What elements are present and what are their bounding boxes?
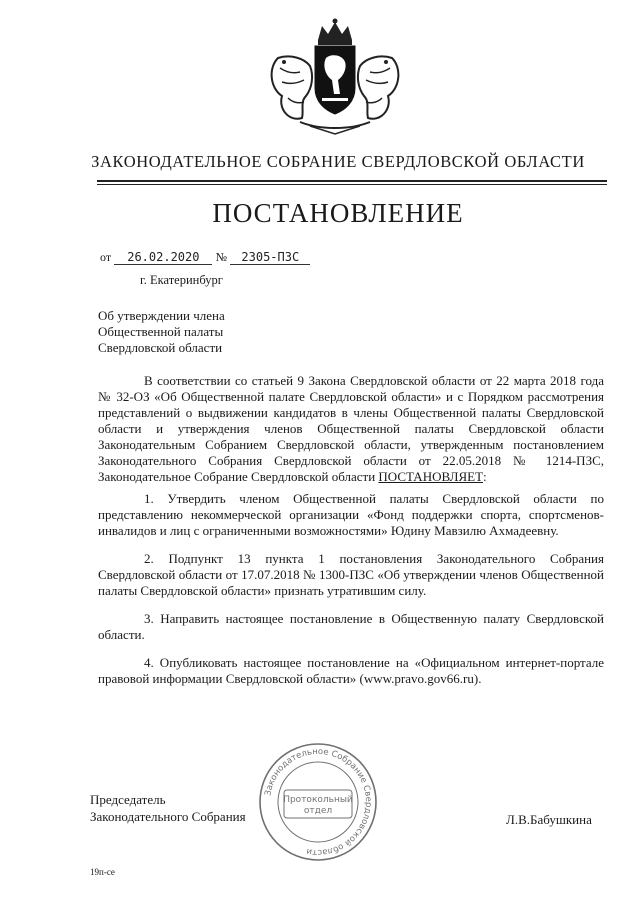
- stamp-center-line: Протокольный: [283, 795, 353, 805]
- resolves-colon: :: [483, 469, 487, 484]
- resolves-keyword: ПОСТАНОВЛЯЕТ: [378, 469, 484, 484]
- position-line: Председатель: [90, 792, 166, 807]
- document-date: 26.02.2020: [114, 250, 212, 265]
- preamble-text: В соответствии со статьей 9 Закона Свердловской области от 22 марта 2018 года № 32-ОЗ «Об Общественной палате Свердловской области» и с Порядком рассмотрения представлений о выдвижении кандидатов в члены Общественной палаты Свердловской области и утверждения членов Общественной палаты Свердловской области Законодательным Собранием Свердловской области, утвержденным постановлением Законодательного Собрания Свердловской области от 22.05.2018 № 1214-ПЗС, Законодательное Собрание Свердловской области: [98, 373, 604, 484]
- document-number: 2305-ПЗС: [230, 250, 310, 265]
- resolution-item: 2. Подпункт 13 пункта 1 постановления Законодательного Собрания Свердловской области от 17.07.2018 № 1300-ПЗС «Об утверждении членов Общественной палаты Свердловской области» признать утратившим силу.: [98, 551, 604, 598]
- number-prefix: №: [215, 250, 228, 264]
- document-subject: [98, 308, 225, 356]
- document-title: ПОСТАНОВЛЕНИЕ: [212, 198, 464, 228]
- resolution-item: 4. Опубликовать настоящее постановление на «Официальном интернет-портале правовой информации Свердловской области» (www.pravo.gov66.ru).: [98, 655, 604, 686]
- position-line: Законодательного Собрания: [90, 809, 246, 824]
- preamble-paragraph: [98, 373, 604, 485]
- signatory-position: [90, 791, 246, 825]
- resolution-item: 1. Утвердить членом Общественной палаты Свердловской области по представлению некоммерческой организации «Фонд поддержки спорта, спортсменов-инвалидов и лиц с ограниченными возможностями» Юдину Мавзилю Ахмадеевну.: [98, 491, 604, 538]
- date-prefix: от: [100, 250, 112, 264]
- subject-line: Общественной палаты: [98, 324, 224, 339]
- signatory-name: Л.В.Бабушкина: [506, 812, 592, 827]
- document-body: [98, 373, 604, 699]
- city: г. Екатеринбург: [140, 273, 223, 287]
- header-rule-thin: [97, 184, 607, 185]
- subject-line: Об утверждении члена: [98, 308, 225, 323]
- official-stamp: [256, 740, 380, 864]
- organization-name: ЗАКОНОДАТЕЛЬНОЕ СОБРАНИЕ СВЕРДЛОВСКОЙ ОБЛАСТИ: [91, 152, 585, 171]
- footer-code: 19п-се: [90, 867, 115, 877]
- stamp-center-line: отдел: [303, 806, 333, 816]
- resolution-item: 3. Направить настоящее постановление в Общественную палату Свердловской области.: [98, 611, 604, 642]
- stamp-ring-text: Законодательное Собрание Свердловской области: [263, 746, 374, 858]
- subject-line: Свердловской области: [98, 340, 223, 355]
- date-number-line: [100, 249, 310, 265]
- coat-of-arms-emblem: [260, 18, 410, 138]
- header-rule-thick: [97, 180, 607, 182]
